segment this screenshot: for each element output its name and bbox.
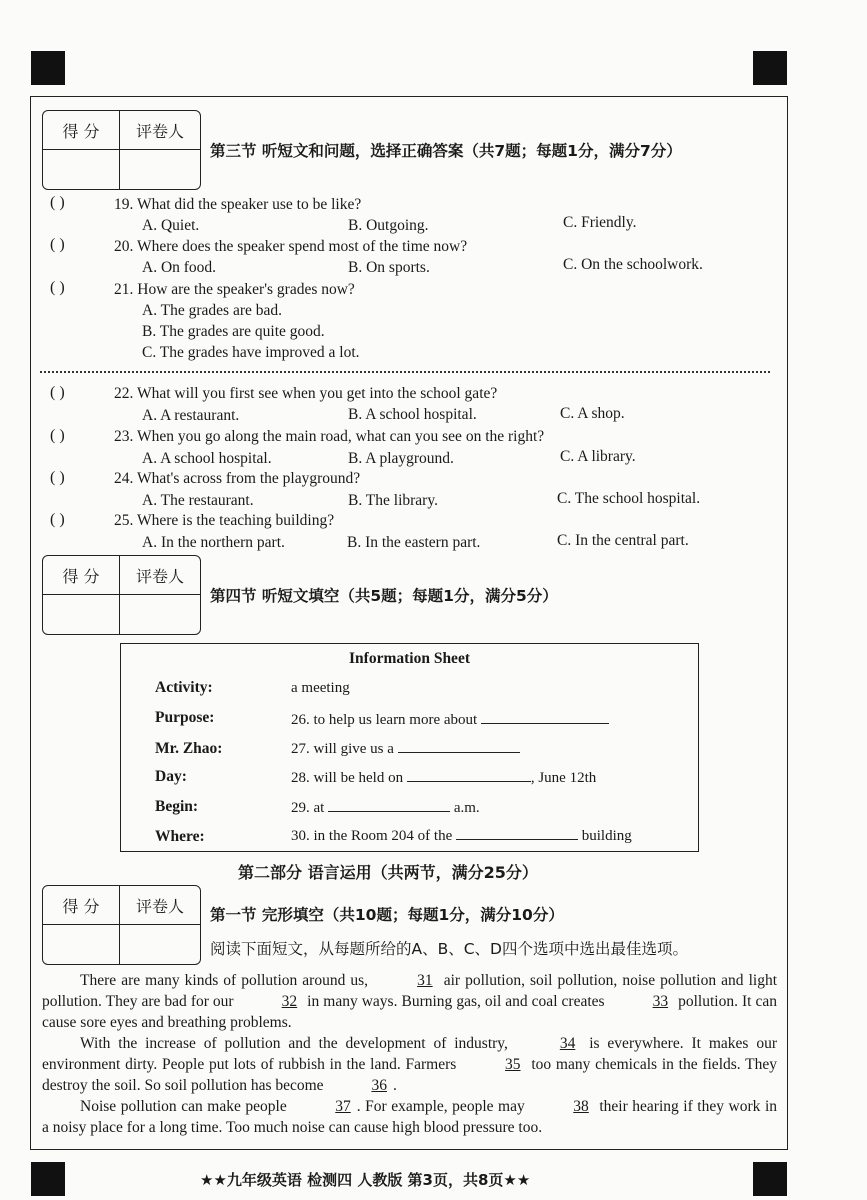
registration-mark-bottom-left	[31, 1162, 65, 1196]
grader-input[interactable]	[120, 925, 200, 964]
dotted-divider	[40, 371, 770, 373]
option-c: C. Friendly.	[563, 214, 637, 231]
text: pollution. It can cause sore eyes and breathing problems.	[42, 993, 777, 1031]
score-box-section4	[42, 555, 201, 635]
grader-label: 评卷人	[120, 111, 200, 150]
answer-paren[interactable]: ( )	[50, 469, 65, 486]
score-box-part2	[42, 885, 201, 965]
blank-37[interactable]: 37	[335, 1098, 351, 1115]
blank-31[interactable]: 31	[417, 972, 433, 989]
grader-label: 评卷人	[120, 556, 200, 595]
passage-paragraph-2	[42, 1033, 777, 1096]
row-value-purpose	[291, 710, 609, 729]
score-input[interactable]	[43, 925, 120, 964]
information-sheet	[120, 643, 699, 852]
row-value-where	[291, 826, 632, 845]
text: their hearing if they work in a noisy place for a long time. Too much noise can cause high blood pressure too.	[42, 1098, 777, 1136]
question-text: 20. Where does the speaker spend most of the time now?	[114, 238, 468, 255]
option-b: B. A playground.	[348, 450, 454, 467]
score-label: 得 分	[43, 556, 120, 595]
text: too many chemicals in the fields. They destroy the soil. So soil pollution has become	[42, 1056, 777, 1094]
blank-36[interactable]: 36	[371, 1077, 387, 1094]
value-text: 30. in the Room 204 of the	[291, 828, 453, 844]
blank-33[interactable]: 33	[652, 993, 669, 1010]
text: Noise pollution can make people	[80, 1098, 287, 1115]
answer-paren[interactable]: ( )	[50, 511, 65, 528]
answer-paren[interactable]: ( )	[50, 194, 65, 211]
score-input[interactable]	[43, 595, 120, 634]
registration-mark-top-left	[31, 51, 65, 85]
option-c: C. The grades have improved a lot.	[142, 344, 360, 361]
question-text: 25. Where is the teaching building?	[114, 512, 335, 529]
option-a: A. On food.	[142, 259, 217, 276]
option-c: C. In the central part.	[557, 532, 689, 549]
row-label-purpose: Purpose:	[155, 709, 215, 726]
page-footer: ★★九年级英语 检测四 人教版 第3页，共8页★★	[200, 1171, 531, 1189]
passage-paragraph-1	[42, 970, 777, 1033]
option-a: A. Quiet.	[142, 217, 200, 234]
option-a: A. A restaurant.	[142, 407, 240, 424]
row-value-begin	[291, 798, 480, 817]
row-value-mr-zhao	[291, 739, 520, 758]
value-text: 26. to help us learn more about	[291, 712, 478, 728]
information-sheet-title: Information Sheet	[349, 650, 470, 667]
option-a: A. A school hospital.	[142, 450, 272, 467]
option-b: B. Outgoing.	[348, 217, 429, 234]
row-label-mr-zhao: Mr. Zhao:	[155, 740, 223, 757]
option-c: C. A shop.	[560, 405, 625, 422]
answer-paren[interactable]: ( )	[50, 384, 65, 401]
blank-30[interactable]	[456, 826, 578, 840]
value-text: 29. at	[291, 800, 325, 816]
blank-27[interactable]	[398, 739, 520, 753]
option-b: B. On sports.	[348, 259, 430, 276]
answer-paren[interactable]: ( )	[50, 236, 65, 253]
score-label: 得 分	[43, 886, 120, 925]
blank-38[interactable]: 38	[573, 1098, 589, 1115]
value-text: a meeting	[291, 680, 350, 696]
grader-label: 评卷人	[120, 886, 200, 925]
answer-paren[interactable]: ( )	[50, 279, 65, 296]
registration-mark-top-right	[753, 51, 787, 85]
question-text: 22. What will you first see when you get into the school gate?	[114, 385, 498, 402]
score-input[interactable]	[43, 150, 120, 189]
score-box-section3	[42, 110, 201, 190]
blank-32[interactable]: 32	[281, 993, 298, 1010]
text: is everywhere. It makes our environment dirty. People put lots of rubbish in the land. Farmers	[42, 1035, 777, 1073]
value-suffix: building	[581, 828, 632, 844]
question-text: 19. What did the speaker use to be like?	[114, 196, 362, 213]
option-a: A. The grades are bad.	[142, 302, 283, 319]
option-c: C. On the schoolwork.	[563, 256, 703, 273]
text: air pollution, soil pollution, noise pollution and light pollution. They are bad for our	[42, 972, 778, 1010]
question-text: 21. How are the speaker's grades now?	[114, 281, 355, 298]
section4-heading: 第四节 听短文填空（共5题；每题1分，满分5分）	[210, 587, 558, 605]
answer-paren[interactable]: ( )	[50, 427, 65, 444]
part2-section1-heading: 第一节 完形填空（共10题；每题1分，满分10分）	[210, 906, 564, 924]
value-text: 27. will give us a	[291, 741, 394, 757]
row-value-activity	[291, 680, 350, 697]
value-text: 28. will be held on	[291, 770, 404, 786]
section3-heading: 第三节 听短文和问题，选择正确答案（共7题；每题1分，满分7分）	[210, 142, 682, 160]
option-b: B. A school hospital.	[348, 406, 477, 423]
row-label-activity: Activity:	[155, 679, 213, 696]
text: . For example, people may	[356, 1098, 525, 1115]
row-label-day: Day:	[155, 768, 187, 785]
value-suffix: a.m.	[453, 800, 480, 816]
option-a: A. The restaurant.	[142, 492, 254, 509]
option-c: C. The school hospital.	[557, 490, 701, 507]
blank-28[interactable]	[407, 768, 531, 782]
text: .	[392, 1077, 397, 1094]
grader-input[interactable]	[120, 595, 200, 634]
row-label-where: Where:	[155, 828, 205, 845]
registration-mark-bottom-right	[753, 1162, 787, 1196]
grader-input[interactable]	[120, 150, 200, 189]
score-label: 得 分	[43, 111, 120, 150]
option-b: B. The grades are quite good.	[142, 323, 325, 340]
blank-26[interactable]	[481, 710, 609, 724]
row-value-day	[291, 768, 596, 787]
part2-instruction: 阅读下面短文，从每题所给的A、B、C、D四个选项中选出最佳选项。	[210, 940, 688, 958]
option-b: B. The library.	[348, 492, 438, 509]
option-c: C. A library.	[560, 448, 636, 465]
part2-title: 第二部分 语言运用（共两节，满分25分）	[238, 863, 538, 882]
blank-35[interactable]: 35	[505, 1056, 521, 1073]
blank-29[interactable]	[328, 798, 450, 812]
row-label-begin: Begin:	[155, 798, 199, 815]
value-suffix: , June 12th	[530, 770, 597, 786]
text: in many ways. Burning gas, oil and coal creates	[307, 993, 605, 1010]
question-text: 24. What's across from the playground?	[114, 470, 361, 487]
option-a: A. In the northern part.	[142, 534, 285, 551]
question-text: 23. When you go along the main road, what can you see on the right?	[114, 428, 545, 445]
text: With the increase of pollution and the development of industry,	[80, 1035, 508, 1052]
passage-paragraph-3	[42, 1096, 777, 1138]
blank-34[interactable]: 34	[559, 1035, 576, 1052]
option-b: B. In the eastern part.	[347, 534, 481, 551]
text: There are many kinds of pollution around us,	[80, 972, 369, 989]
